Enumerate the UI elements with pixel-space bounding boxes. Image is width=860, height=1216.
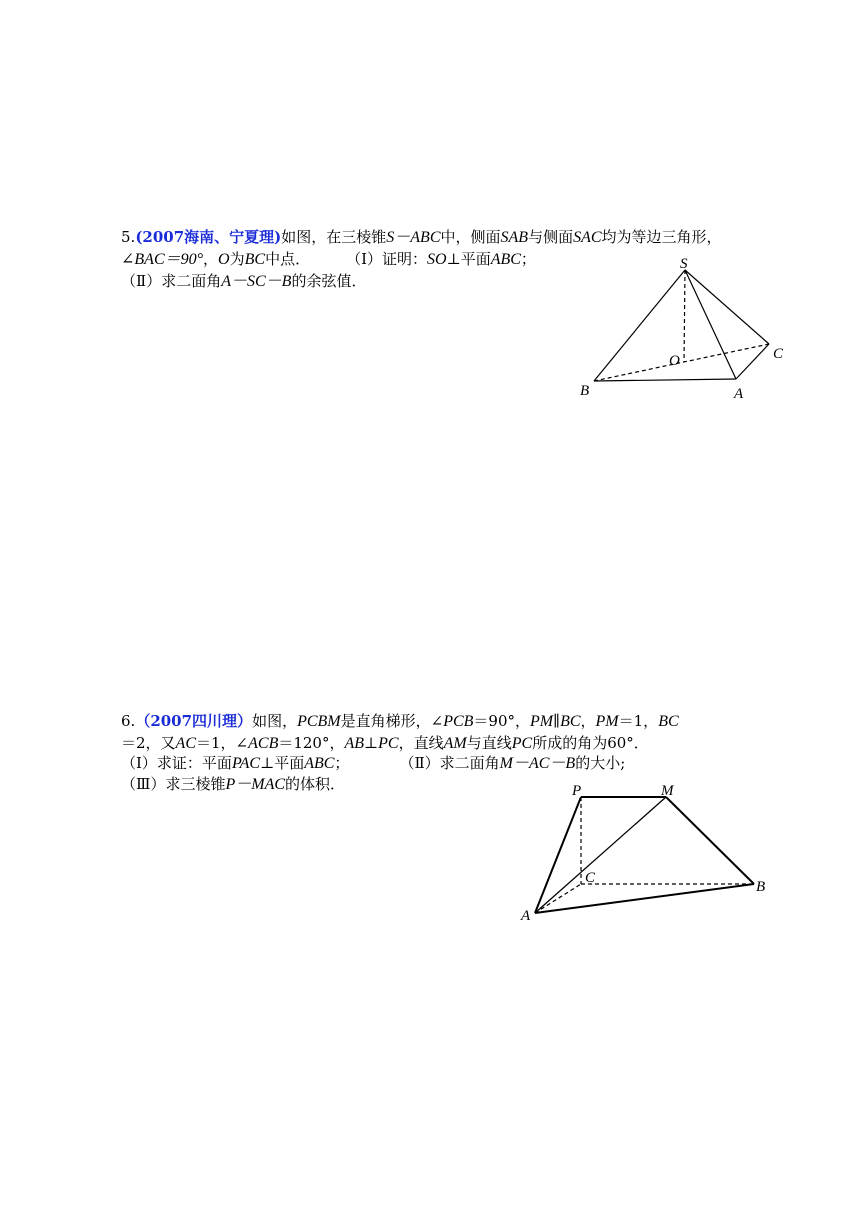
text: 均为等边三角形， xyxy=(601,228,722,246)
text: 为 xyxy=(229,250,245,268)
text: 是直角梯形，∠ xyxy=(340,712,444,730)
math: SO xyxy=(427,251,447,268)
text: （Ⅰ）求证：平面 xyxy=(121,754,232,772)
text: ，直线 xyxy=(398,734,444,752)
text: ⊥平面 xyxy=(446,250,491,268)
math: PM xyxy=(595,713,619,730)
problem6-source: （2007四川理） xyxy=(135,712,253,730)
edge-am xyxy=(535,797,666,913)
text: ＝1， xyxy=(618,712,659,730)
math: ∠BAC＝90° xyxy=(121,251,204,268)
label-a: A xyxy=(734,386,744,402)
math: AB xyxy=(344,735,365,752)
text: （Ⅲ）求三棱锥 xyxy=(121,775,226,793)
math: ACB xyxy=(248,735,279,752)
math: PC xyxy=(511,735,533,752)
text: （Ⅰ）证明： xyxy=(346,250,428,268)
math: ABC xyxy=(490,251,521,268)
math: PM xyxy=(530,713,554,730)
text: ∥ xyxy=(553,712,561,730)
text: ＝120°， xyxy=(278,734,345,752)
text: ＝90°， xyxy=(473,712,531,730)
math: PCB xyxy=(443,713,474,730)
text: ⊥ xyxy=(364,734,379,752)
label-a: A xyxy=(521,908,531,924)
text: 中点． xyxy=(265,250,311,268)
text: ， xyxy=(580,712,596,730)
math: PAC xyxy=(231,755,261,772)
edge-mb xyxy=(666,797,754,884)
label-m: M xyxy=(661,783,674,799)
math: S－ABC xyxy=(386,229,441,246)
problem5-source: (2007海南、宁夏理) xyxy=(135,228,282,246)
problem6-number: 6. xyxy=(121,712,136,730)
text: 中，侧面 xyxy=(440,228,501,246)
label-c: C xyxy=(773,346,784,362)
text: ； xyxy=(520,250,536,268)
math: BC xyxy=(244,251,266,268)
label-c: C xyxy=(585,870,596,886)
math: AM xyxy=(443,735,467,752)
math: BC xyxy=(560,713,581,730)
label-s: S xyxy=(680,256,688,272)
math: SAC xyxy=(573,229,602,246)
problem5-number: 5. xyxy=(121,228,136,246)
math: M－AC－B xyxy=(499,755,576,772)
text: ＝1，∠ xyxy=(196,734,249,752)
text: ＝2，又 xyxy=(121,734,176,752)
edge-pa xyxy=(535,797,581,913)
text: 所成的角为60°． xyxy=(532,734,649,752)
text: 如图， xyxy=(252,712,298,730)
text: 如图，在三棱锥 xyxy=(281,228,387,246)
math: P－MAC xyxy=(225,776,286,793)
text: 与直线 xyxy=(466,734,512,752)
text: （Ⅱ）求二面角 xyxy=(399,754,500,772)
math: SAB xyxy=(500,229,529,246)
text: ； xyxy=(334,754,350,772)
math: AC xyxy=(175,735,196,752)
text: ， xyxy=(203,250,219,268)
text: ⊥平面 xyxy=(260,754,305,772)
math: O xyxy=(218,251,230,268)
label-o: O xyxy=(669,353,680,369)
math: BC xyxy=(658,713,679,730)
text: 的大小; xyxy=(575,754,626,772)
text: 的余弦值． xyxy=(291,272,367,290)
math: PC xyxy=(378,735,399,752)
label-p: P xyxy=(572,783,582,799)
math: ABC xyxy=(304,755,335,772)
math: A－SC－B xyxy=(221,273,292,290)
math: PCBM xyxy=(297,713,341,730)
edge-ab xyxy=(535,884,754,913)
text: 与侧面 xyxy=(528,228,574,246)
label-b: B xyxy=(580,383,590,399)
text: 的体积． xyxy=(285,775,346,793)
label-b: B xyxy=(756,879,766,895)
text: （Ⅱ）求二面角 xyxy=(121,272,222,290)
